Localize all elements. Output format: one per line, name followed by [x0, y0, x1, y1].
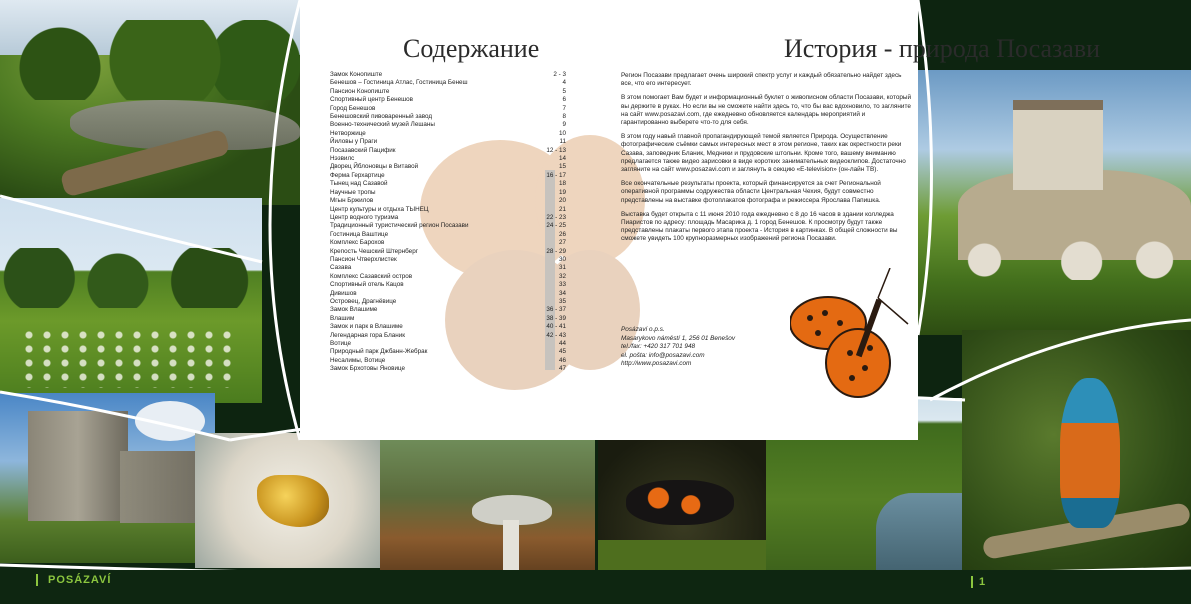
toc-title: Центр водного туризма: [330, 213, 399, 221]
toc-title: Сазава: [330, 264, 352, 272]
kingfisher-photo: [962, 330, 1191, 592]
toc-row: [330, 88, 566, 96]
toc-title: Бенешов – Гостиница Атлас, Гостиница Бенеш: [330, 79, 468, 87]
toc-page: 40 - 41: [546, 323, 566, 331]
toc-row: [330, 348, 566, 356]
contact-line: tel./fax: +420 317 701 948: [621, 343, 696, 351]
toc-title: Пансион Чтверхлистек: [330, 255, 397, 263]
toc-row: [330, 264, 566, 272]
toc-row: [330, 180, 566, 188]
toc-page: 21: [558, 205, 566, 213]
toc-row: [330, 290, 566, 298]
toc-row: [330, 231, 566, 239]
toc-page: 7: [562, 104, 566, 112]
toc-title: Ферма Герхартице: [330, 171, 385, 179]
toc-page: 34: [558, 289, 566, 297]
toc-page: 47: [558, 365, 566, 373]
toc-title: Мгын Бржилов: [330, 197, 374, 205]
toc-row: [330, 222, 566, 230]
toc-title: Замок и парк в Влашиме: [330, 323, 403, 331]
toc-title: Научные тропы: [330, 188, 376, 196]
toc-title: Традиционный туристический регион Посазави: [330, 222, 469, 230]
toc-title: Тынец над Сазавой: [330, 180, 388, 188]
gold-nugget-photo: [195, 433, 383, 568]
contents-heading: Содержание: [403, 34, 540, 63]
meadow-photo: [0, 198, 262, 403]
toc-page: 15: [558, 163, 566, 171]
river-landscape-photo: [0, 0, 300, 205]
contact-line[interactable]: http://www.posazavi.com: [621, 360, 692, 368]
toc-page: 32: [558, 272, 566, 280]
toc-title: Комплекс Сазавский остров: [330, 272, 413, 280]
toc-page: 8: [562, 113, 566, 121]
table-of-contents: [330, 71, 566, 374]
toc-page: 46: [558, 356, 566, 364]
footer-bar: [0, 570, 1191, 604]
toc-page: 45: [558, 348, 566, 356]
toc-page: 9: [562, 121, 566, 129]
intro-paragraph: В этом году навый главной пропагандирующей темой является Природа. Осуществление фотографические съёмки самых интересных мест в этом регионе, таких как окрестности реки Сазава, заповедник Бланик, Медники и прудовские штольни. Кроме того, вашему вниманию предлагается также видео зарисовки в виде коротких занимательных видеоклипов. Достаточно загляните на сайт www.posazavi.com и заглянуть в секцию «E-television» (он-лайн ТВ).: [621, 133, 906, 174]
toc-title: Гостиница Ваштице: [330, 230, 389, 238]
toc-title: Природный парк Джбанн-Жебрак: [330, 348, 428, 356]
toc-page: 10: [558, 129, 566, 137]
toc-page: 18: [558, 180, 566, 188]
toc-row: [330, 96, 566, 104]
toc-page: 28 - 29: [546, 247, 566, 255]
toc-page: 6: [562, 96, 566, 104]
toc-page: 14: [558, 155, 566, 163]
toc-row: [330, 138, 566, 146]
toc-page: 22 - 23: [546, 213, 566, 221]
toc-title: Крепость Чешский Штернберг: [330, 247, 418, 255]
toc-row: [330, 197, 566, 205]
toc-row: [330, 281, 566, 289]
toc-page: 36 - 37: [546, 306, 566, 314]
toc-row: [330, 248, 566, 256]
toc-title: Островец, Драгнёвице: [330, 297, 397, 305]
toc-title: Замок Конопиште: [330, 71, 383, 78]
toc-title: Нэзвилс: [330, 155, 355, 163]
contact-line[interactable]: el. pošta: info@posazavi.com: [621, 351, 705, 359]
toc-title: Замок Влашиме: [330, 306, 378, 314]
toc-title: Военно-технический музей Лешаны: [330, 121, 435, 129]
toc-title: Бенешовский пивоваренный завод: [330, 113, 433, 121]
toc-page: 16 - 17: [546, 171, 566, 179]
toc-row: [330, 315, 566, 323]
toc-row: [330, 298, 566, 306]
toc-title: Спортивный отель Кацов: [330, 281, 404, 289]
intro-paragraph: Регион Посазави предлагает очень широкий спектр услуг и каждый обязательно найдет здесь все, что его интересует.: [621, 72, 902, 88]
contact-line: Posázaví o.p.s.: [621, 326, 665, 333]
toc-page: 11: [559, 138, 566, 146]
toc-page: 2 - 3: [553, 71, 566, 78]
toc-row: [330, 147, 566, 155]
toc-page: 27: [558, 239, 566, 247]
butterfly-image: [790, 268, 910, 398]
intro-paragraph: Все окончательные результаты проекта, который финансируется за счет Региональной оперативной программы содружества области Центральная Чехия, будут совместно представлены на выставке фотоплакатов фотографа и режиссера Ярослава Папишка.: [621, 180, 881, 204]
toc-title: Пансион Конопиште: [330, 87, 390, 95]
toc-page: 44: [558, 340, 566, 347]
toc-title: Йиловы у Праги: [330, 138, 378, 146]
contact-block: [621, 326, 781, 369]
toc-title: Посазавский Пацифик: [330, 146, 396, 154]
toc-title: Вотице: [330, 340, 352, 347]
history-heading: История - природа Посазави: [784, 34, 1101, 63]
toc-row: [330, 239, 566, 247]
toc-title: Замок Брхотовы Яновице: [330, 365, 406, 373]
toc-page: 33: [558, 281, 566, 289]
toc-title: Нетворжице: [330, 129, 366, 137]
sternberg-castle-photo: [918, 70, 1191, 335]
toc-row: [330, 206, 566, 214]
toc-row: [330, 332, 566, 340]
toc-row: [330, 273, 566, 281]
castle-ruin-photo: [0, 393, 215, 563]
toc-row: [330, 306, 566, 314]
toc-row: [330, 130, 566, 138]
toc-title: Спортивный центр Бенешов: [330, 96, 414, 104]
posazavi-logo: POSÁZAVÍ: [36, 574, 111, 586]
toc-row: [330, 79, 566, 87]
toc-page: 5: [562, 87, 566, 95]
intro-paragraph: В этом помогает Вам будет и информационный буклет о живописном области Посазави, который вы держите в руках. Но если вы не сможете найти здесь то, что бы вас вдохновило, то загляните на сайт www.posazavi.com, где ежедневно обновляется календарь мероприятий и гарантированно выберете что-то для себя.: [621, 94, 912, 127]
toc-title: Несалимы, Вотице: [330, 356, 386, 364]
toc-page: 42 - 43: [546, 331, 566, 339]
contact-line: Masarykovo náměstí 1, 256 01 Benešov: [621, 334, 736, 342]
toc-title: Дивишов: [330, 289, 357, 297]
intro-paragraph: Выставка будет открыта с 11 июня 2010 года ежедневно с 8 до 16 часов в здании колледжа Пиаристов по адресу: площадь Масарика д. 1 город Бенешов. К просмотру будут также представлены плакаты первого этапа проекта - История в картинках. В общей сложности вы сможете увидеть 100 крупноразмерных изображений региона Посазави.: [621, 210, 898, 243]
toc-page: 4: [562, 79, 566, 87]
toc-title: Влашим: [330, 314, 355, 322]
toc-row: [330, 71, 566, 79]
toc-page: 12 - 13: [546, 146, 566, 154]
toc-row: [330, 365, 566, 373]
toc-row: [330, 163, 566, 171]
toc-page: 26: [558, 230, 566, 238]
toc-row: [330, 189, 566, 197]
toc-page: 31: [558, 264, 566, 272]
toc-title: Комплекс Барохов: [330, 239, 385, 247]
toc-page: 20: [558, 197, 566, 205]
toc-page: 35: [558, 297, 566, 305]
toc-page: 24 - 25: [546, 222, 566, 230]
toc-row: [330, 256, 566, 264]
toc-page: 19: [558, 188, 566, 196]
toc-row: [330, 121, 566, 129]
page-number: 1: [971, 576, 985, 588]
toc-page: 30: [558, 255, 566, 263]
toc-title: Легендарная гора Бланик: [330, 331, 405, 339]
toc-title: Город Бенешов: [330, 104, 376, 112]
mushroom-photo: [380, 440, 595, 580]
salamander-photo: [598, 440, 770, 582]
toc-row: [330, 357, 566, 365]
toc-title: Дворец Йблоновцы в Витавой: [330, 163, 419, 171]
intro-text: [621, 72, 913, 250]
toc-page: 38 - 39: [546, 314, 566, 322]
toc-row: [330, 105, 566, 113]
toc-title: Центр культуры и отдыха ТЫНЕЦ: [330, 205, 429, 213]
toc-row: [330, 323, 566, 331]
